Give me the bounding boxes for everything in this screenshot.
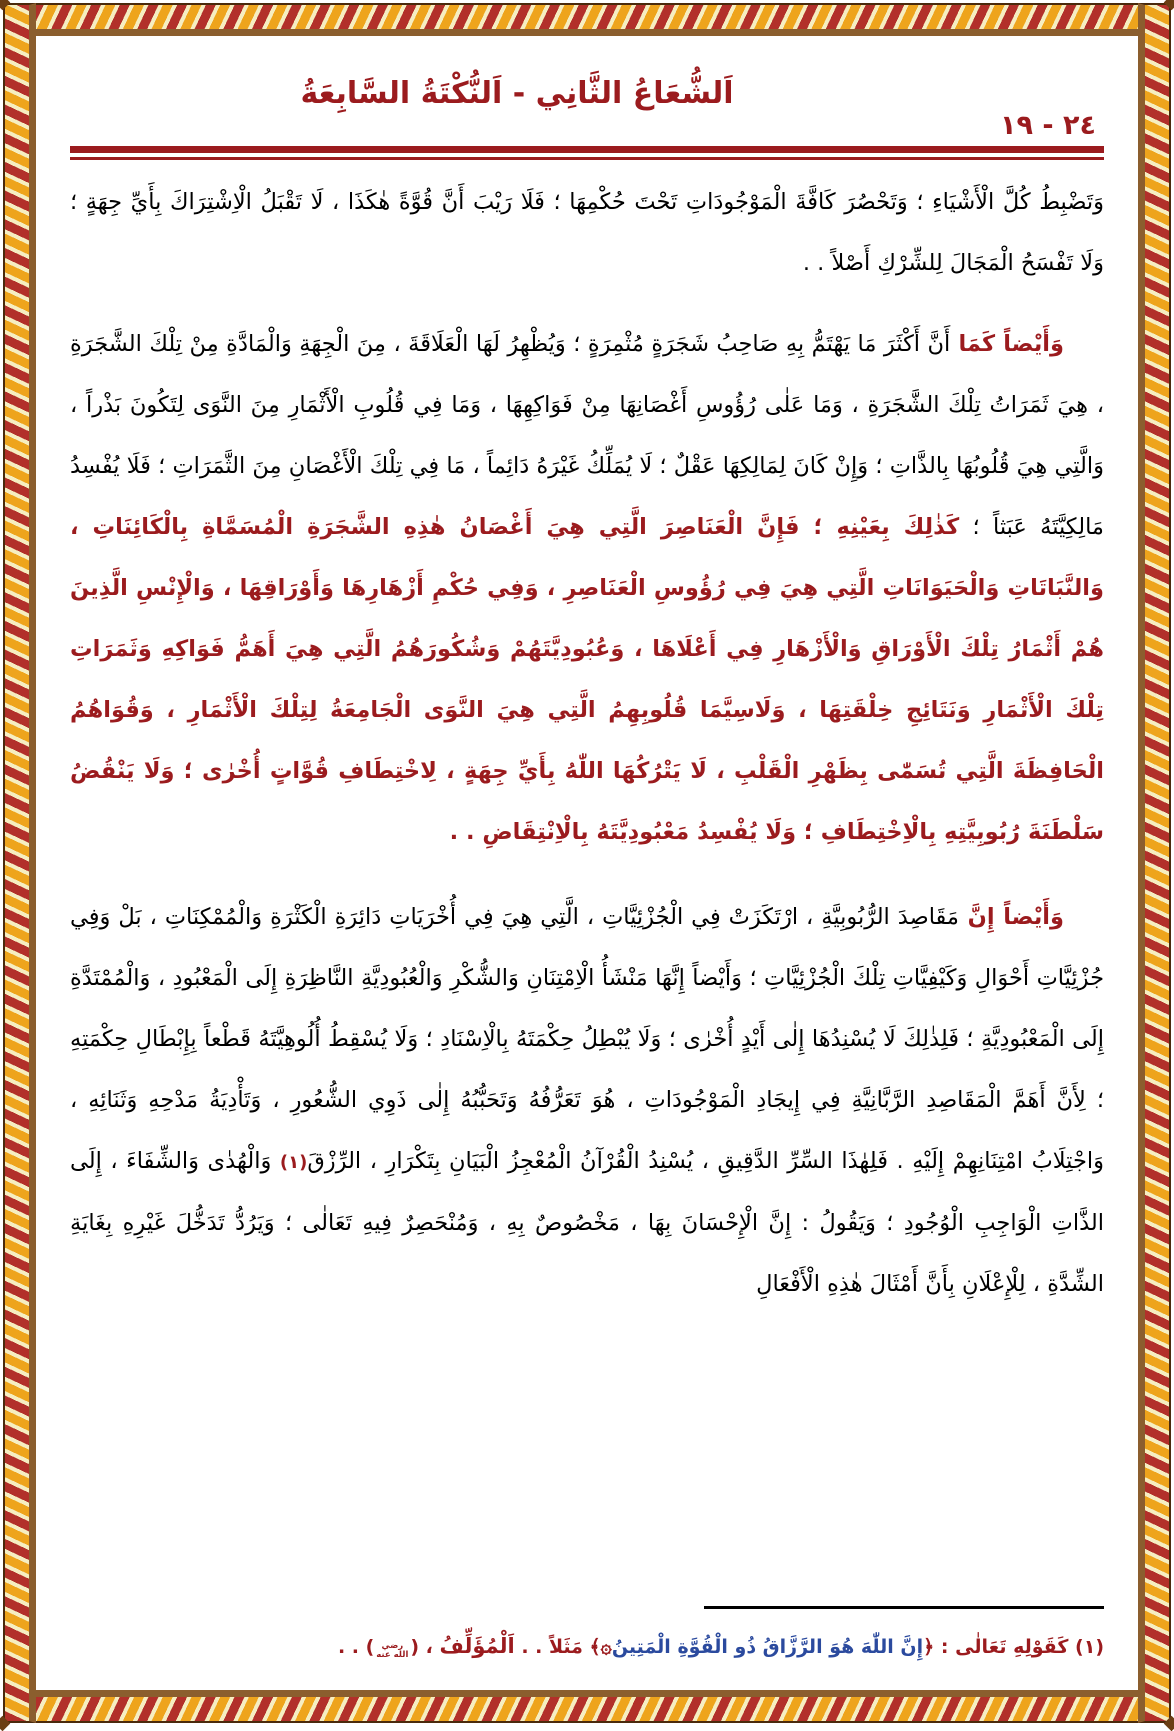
footnote-block (70, 1606, 1104, 1668)
text-run-seal: رضي الله عنه (376, 1641, 409, 1660)
body-paragraph-3 (70, 887, 1104, 1315)
footnote-separator (704, 1606, 1104, 1609)
text-run-red: وَأَيْضاً إِنَّ (959, 904, 1064, 930)
text-run-black: وَالْهُدٰى وَالشِّفَاءَ ، إِلَى الذَّاتِ الْوَاجِبِ الْوُجُودِ ؛ وَيَقُولُ : إِنَّ الْإِحْسَانَ بِهَا ، مَخْصُوصٌ بِهِ ، وَمُنْحَصِرٌ فِيهِ تَعَالٰى ؛ وَيَرُدُّ تَدَخُّلَ غَيْرِهِ بِغَايَةِ الشِّدَّةِ ، لِلْإِعْلَانِ بِأَنَّ أَمْثَالَ هٰذِهِ الْأَفْعَالِ (70, 1148, 1104, 1297)
header-rule-thick (70, 146, 1104, 153)
text-run-red: كَذٰلِكَ بِعَيْنِهِ ؛ فَإِنَّ الْعَنَاصِرَ الَّتِي هِيَ أَغْصَانُ هٰذِهِ الشَّجَرَةِ الْمُسَمَّاةِ بِالْكَائِنَاتِ ، وَالنَّبَاتَاتِ وَالْحَيَوَانَاتِ الَّتِي هِيَ فِي رُؤُوسِ الْعَنَاصِرِ ، وَفِي حُكْمِ أَزْهَارِهَا وَأَوْرَاقِهَا ، وَالْإِنْسِ الَّذِينَ هُمْ أَثْمَارُ تِلْكَ الْأَوْرَاقِ وَالْأَزْهَارِ فِي أَعْلَاهَا ، وَعُبُودِيَّتَهُمْ وَشُكُورَهُمُ الَّتِي هِيَ أَهَمُّ فَوَاكِهِ وَثَمَرَاتِ تِلْكَ الْأَثْمَارِ وَنَتَائِجِ خِلْقَتِهَا ، وَلَاسِيَّمَا قُلُوبِهِمُ الَّتِي هِيَ النَّوَى الْجَامِعَةُ لِتِلْكَ الْأَثْمَارِ ، وَقُوَاهُمُ الْحَافِظَةَ الَّتِي تُسَمّٰى بِظَهْرِ الْقَلْبِ ، لَا يَتْرُكُهَا اللّٰهُ بِأَيِّ جِهَةٍ ، لِاخْتِطَافِ قُوَّاتٍ أُخْرٰى ؛ وَلَا يَنْقُضُ سَلْطَنَةَ رُبُوبِيَّتِهِ بِالْاِخْتِطَافِ ؛ وَلَا يُفْسِدُ مَعْبُودِيَّتَهُ بِالْاِنْتِقَاضِ . . (70, 514, 1104, 845)
text-run-black: وَتَضْبِطُ كُلَّ الْأَشْيَاءِ ؛ وَتَحْصُرَ كَافَّةَ الْمَوْجُودَاتِ تَحْتَ حُكْمِهَا ؛ فَلَا رَيْبَ أَنَّ قُوَّةً هٰكَذَا ، لَا تَقْبَلُ الْاِشْتِرَاكَ بِأَيِّ جِهَةٍ ؛ وَلَا تَفْسَحُ الْمَجَالَ لِلشِّرْكِ أَصْلاً . . (70, 189, 1104, 276)
text-run-black: مَقَاصِدَ الرُّبُوبِيَّةِ ، ارْتَكَزَتْ فِي الْجُزْئِيَّاتِ ، الَّتِي هِيَ فِي أُخْرَيَاتِ دَائِرَةِ الْكَثْرَةِ وَالْمُمْكِنَاتِ ، بَلْ وَفِي جُزْئِيَّاتِ أَحْوَالِ وَكَيْفِيَّاتِ تِلْكَ الْجُزْئِيَّاتِ ؛ وَأَيْضاً إِنَّهَا مَنْشَأُ الْاِمْتِنَانِ وَالشُّكْرِ وَالْعُبُودِيَّةِ النَّاظِرَةِ إِلَى الْمَعْبُودِ ، وَالْمُمْتَدَّةِ إِلَى الْمَعْبُودِيَّةِ ؛ فَلِذٰلِكَ لَا يُسْنِدُهَا إِلٰى أَيْدٍ أُخْرٰى ؛ وَلَا يُبْطِلُ حِكْمَتَهُ بِالْاِسْنَادِ ؛ وَلَا يُسْقِطُ أُلُوهِيَّتَهُ قَطْعاً بِإِبْطَالِ حِكْمَتِهِ ؛ لِأَنَّ أَهَمَّ الْمَقَاصِدِ الرَّبَّانِيَّةِ فِي إِيجَادِ الْمَوْجُودَاتِ ، هُوَ تَعَرُّفُهُ وَتَحَبُّبُهُ إِلٰى ذَوِي الشُّعُورِ ، وَتَأْدِيَةُ مَدْحِهِ وَثَنَائِهِ ، وَاجْتِلَابُ امْتِنَانِهِمْ إِلَيْهِ . فَلِهٰذَا السِّرِّ الدَّقِيقِ ، يُسْنِدُ الْقُرْآنُ الْمُعْجِزُ الْبَيَانِ بِتَكْرَارِ ، الرِّزْقَ (70, 904, 1104, 1174)
text-run-red: ۞﴾ (582, 1636, 612, 1658)
page-number: ٢٤ - ١٩ (1000, 110, 1096, 141)
body-text (70, 172, 1104, 1315)
body-paragraph-2 (70, 314, 1104, 863)
page-title: اَلشُّعَاعُ الثَّانِي - اَلنُّكْتَةُ السَّابِعَةُ (300, 76, 734, 111)
text-run-red: ، ( (410, 1636, 440, 1658)
border-chain-right (1138, 3, 1171, 1723)
border-chain-top (3, 3, 1171, 36)
text-run-red-bold: اَلْمُؤَلِّفُ (439, 1634, 515, 1658)
page-header (70, 72, 1104, 160)
text-run-black: أَنَّ أَكْثَرَ مَا يَهْتَمُّ بِهِ صَاحِبُ شَجَرَةٍ مُثْمِرَةٍ ؛ وَيُظْهِرُ لَهَا الْعَلَاقَةَ ، مِنَ الْجِهَةِ وَالْمَادَّةِ مِنْ تِلْكَ الشَّجَرَةِ ، هِيَ ثَمَرَاتُ تِلْكَ الشَّجَرَةِ ، وَمَا عَلٰى رُؤُوسِ أَغْصَانِهَا مِنْ فَوَاكِهِهَا ، وَمَا فِي قُلُوبِ الْأَثْمَارِ مِنَ النَّوَى لِتَكُونَ بَذْراً ، وَالَّتِي هِيَ قُلُوبُهَا بِالذَّاتِ ؛ وَإِنْ كَانَ لِمَالِكِهَا عَقْلٌ ؛ لَا يُمَلِّكُ غَيْرَهُ دَائِماً ، مَا فِي تِلْكَ الْأَغْصَانِ مِنَ الثَّمَرَاتِ ؛ فَلَا يُفْسِدُ مَالِكِيَّتَهُ عَبَثاً ؛ (70, 331, 1104, 540)
text-run-red: ) . . (337, 1636, 375, 1658)
text-run-red-note: (١) (279, 1152, 308, 1173)
header-rule-thin (70, 157, 1104, 160)
border-chain-bottom (3, 1690, 1171, 1723)
footnote (70, 1625, 1104, 1668)
text-run-red: ﴿ (923, 1636, 935, 1658)
border-chain-left (3, 3, 36, 1723)
text-run-red: وَأَيْضاً كَمَا (950, 331, 1064, 357)
page-content (70, 58, 1104, 1690)
body-paragraph-1 (70, 172, 1104, 294)
text-run-red: (١) كَقَوْلِهِ تَعَالٰى : (934, 1636, 1104, 1658)
text-run-blue: إِنَّ اللّٰهَ هُوَ الرَّزَّاقُ ذُو الْقُوَّةِ الْمَتِينُ (611, 1636, 924, 1658)
text-run-red: مَثَلاً . . (514, 1636, 583, 1658)
